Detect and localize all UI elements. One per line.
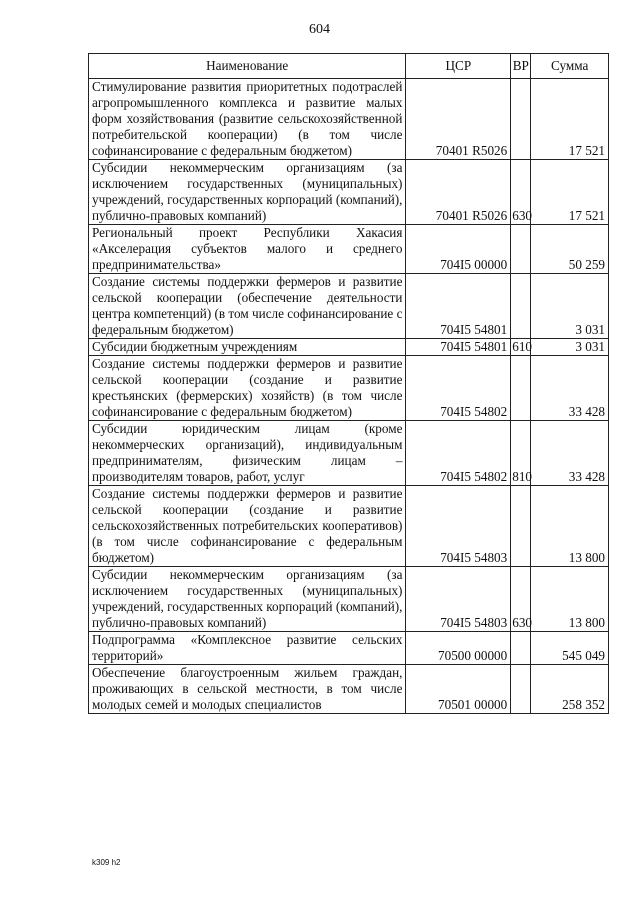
header-name: Наименование [89,54,406,79]
row-name: Создание системы поддержки фермеров и развитие сельской кооперации (обеспечение деятельности центра компетенций) (в том числе софинансирование с федеральным бюджетом) [89,274,406,339]
row-csr: 70401 R5026 [406,79,511,160]
table-row [89,486,609,567]
row-sum: 33 428 [531,356,609,421]
budget-table [88,53,609,714]
row-name: Стимулирование развития приоритетных подотраслей агропромышленного комплекса и развитие малых форм хозяйствования (развитие сельскохозяйственной потребительской кооперации) (в том числе софинансирование с федеральным бюджетом) [89,79,406,160]
row-name: Субсидии некоммерческим организациям (за исключением государственных (муниципальных) учреждений, государственных корпораций (компаний), публично-правовых компаний) [89,567,406,632]
row-sum: 17 521 [531,79,609,160]
row-name: Региональный проект Республики Хакасия «Акселерация субъектов малого и среднего предпринимательства» [89,225,406,274]
table-row [89,567,609,632]
row-name: Субсидии юридическим лицам (кроме некоммерческих организаций), индивидуальным предпринимателям, физическим лицам – производителям товаров, работ, услуг [89,421,406,486]
row-vr [511,79,531,160]
row-sum: 50 259 [531,225,609,274]
row-name: Создание системы поддержки фермеров и развитие сельской кооперации (создание и развитие крестьянских (фермерских) хозяйств) (в том числе софинансирование с федеральным бюджетом) [89,356,406,421]
table-header-row [89,54,609,79]
header-csr: ЦСР [406,54,511,79]
table-row [89,225,609,274]
row-csr: 704I5 54801 [406,274,511,339]
row-sum: 33 428 [531,421,609,486]
row-name: Субсидии некоммерческим организациям (за исключением государственных (муниципальных) учреждений, государственных корпораций (компаний), публично-правовых компаний) [89,160,406,225]
row-sum: 545 049 [531,632,609,665]
row-sum: 3 031 [531,339,609,356]
row-vr [511,274,531,339]
row-name: Обеспечение благоустроенным жильем граждан, проживающих в сельской местности, в том числе молодых семей и молодых специалистов [89,665,406,714]
row-csr: 704I5 54802 [406,356,511,421]
row-csr: 704I5 54801 [406,339,511,356]
table-row [89,274,609,339]
table-row [89,160,609,225]
row-csr: 70500 00000 [406,632,511,665]
table-row [89,421,609,486]
page-number: 604 [309,22,330,37]
row-vr: 630 [511,160,531,225]
row-sum: 13 800 [531,567,609,632]
row-vr [511,665,531,714]
table-row [89,632,609,665]
table-row [89,339,609,356]
row-sum: 13 800 [531,486,609,567]
table-row [89,79,609,160]
row-vr: 610 [512,339,533,354]
row-vr [511,356,531,421]
header-sum: Сумма [531,54,609,79]
row-csr: 704I5 00000 [406,225,511,274]
row-vr [511,632,531,665]
row-sum: 3 031 [531,274,609,339]
row-name: Субсидии бюджетным учреждениям [89,339,406,356]
table-row [89,356,609,421]
row-csr: 704I5 54803 [406,567,511,632]
row-vr: 630 [511,567,531,632]
row-vr: 810 [511,421,531,486]
row-csr: 704I5 54803 [406,486,511,567]
row-sum: 258 352 [531,665,609,714]
row-sum: 17 521 [531,160,609,225]
row-vr [511,225,531,274]
footer-code: k309 h2 [92,858,121,867]
row-csr: 70401 R5026 [406,160,511,225]
table-row [89,665,609,714]
row-name: Подпрограмма «Комплексное развитие сельских территорий» [89,632,406,665]
row-name: Создание системы поддержки фермеров и развитие сельской кооперации (создание и развитие сельскохозяйственных потребительских кооперативов) (в том числе софинансирование с федеральным бюджетом) [89,486,406,567]
header-vr: ВР [511,54,531,79]
row-csr: 70501 00000 [406,665,511,714]
row-csr: 704I5 54802 [406,421,511,486]
row-vr [511,486,531,567]
